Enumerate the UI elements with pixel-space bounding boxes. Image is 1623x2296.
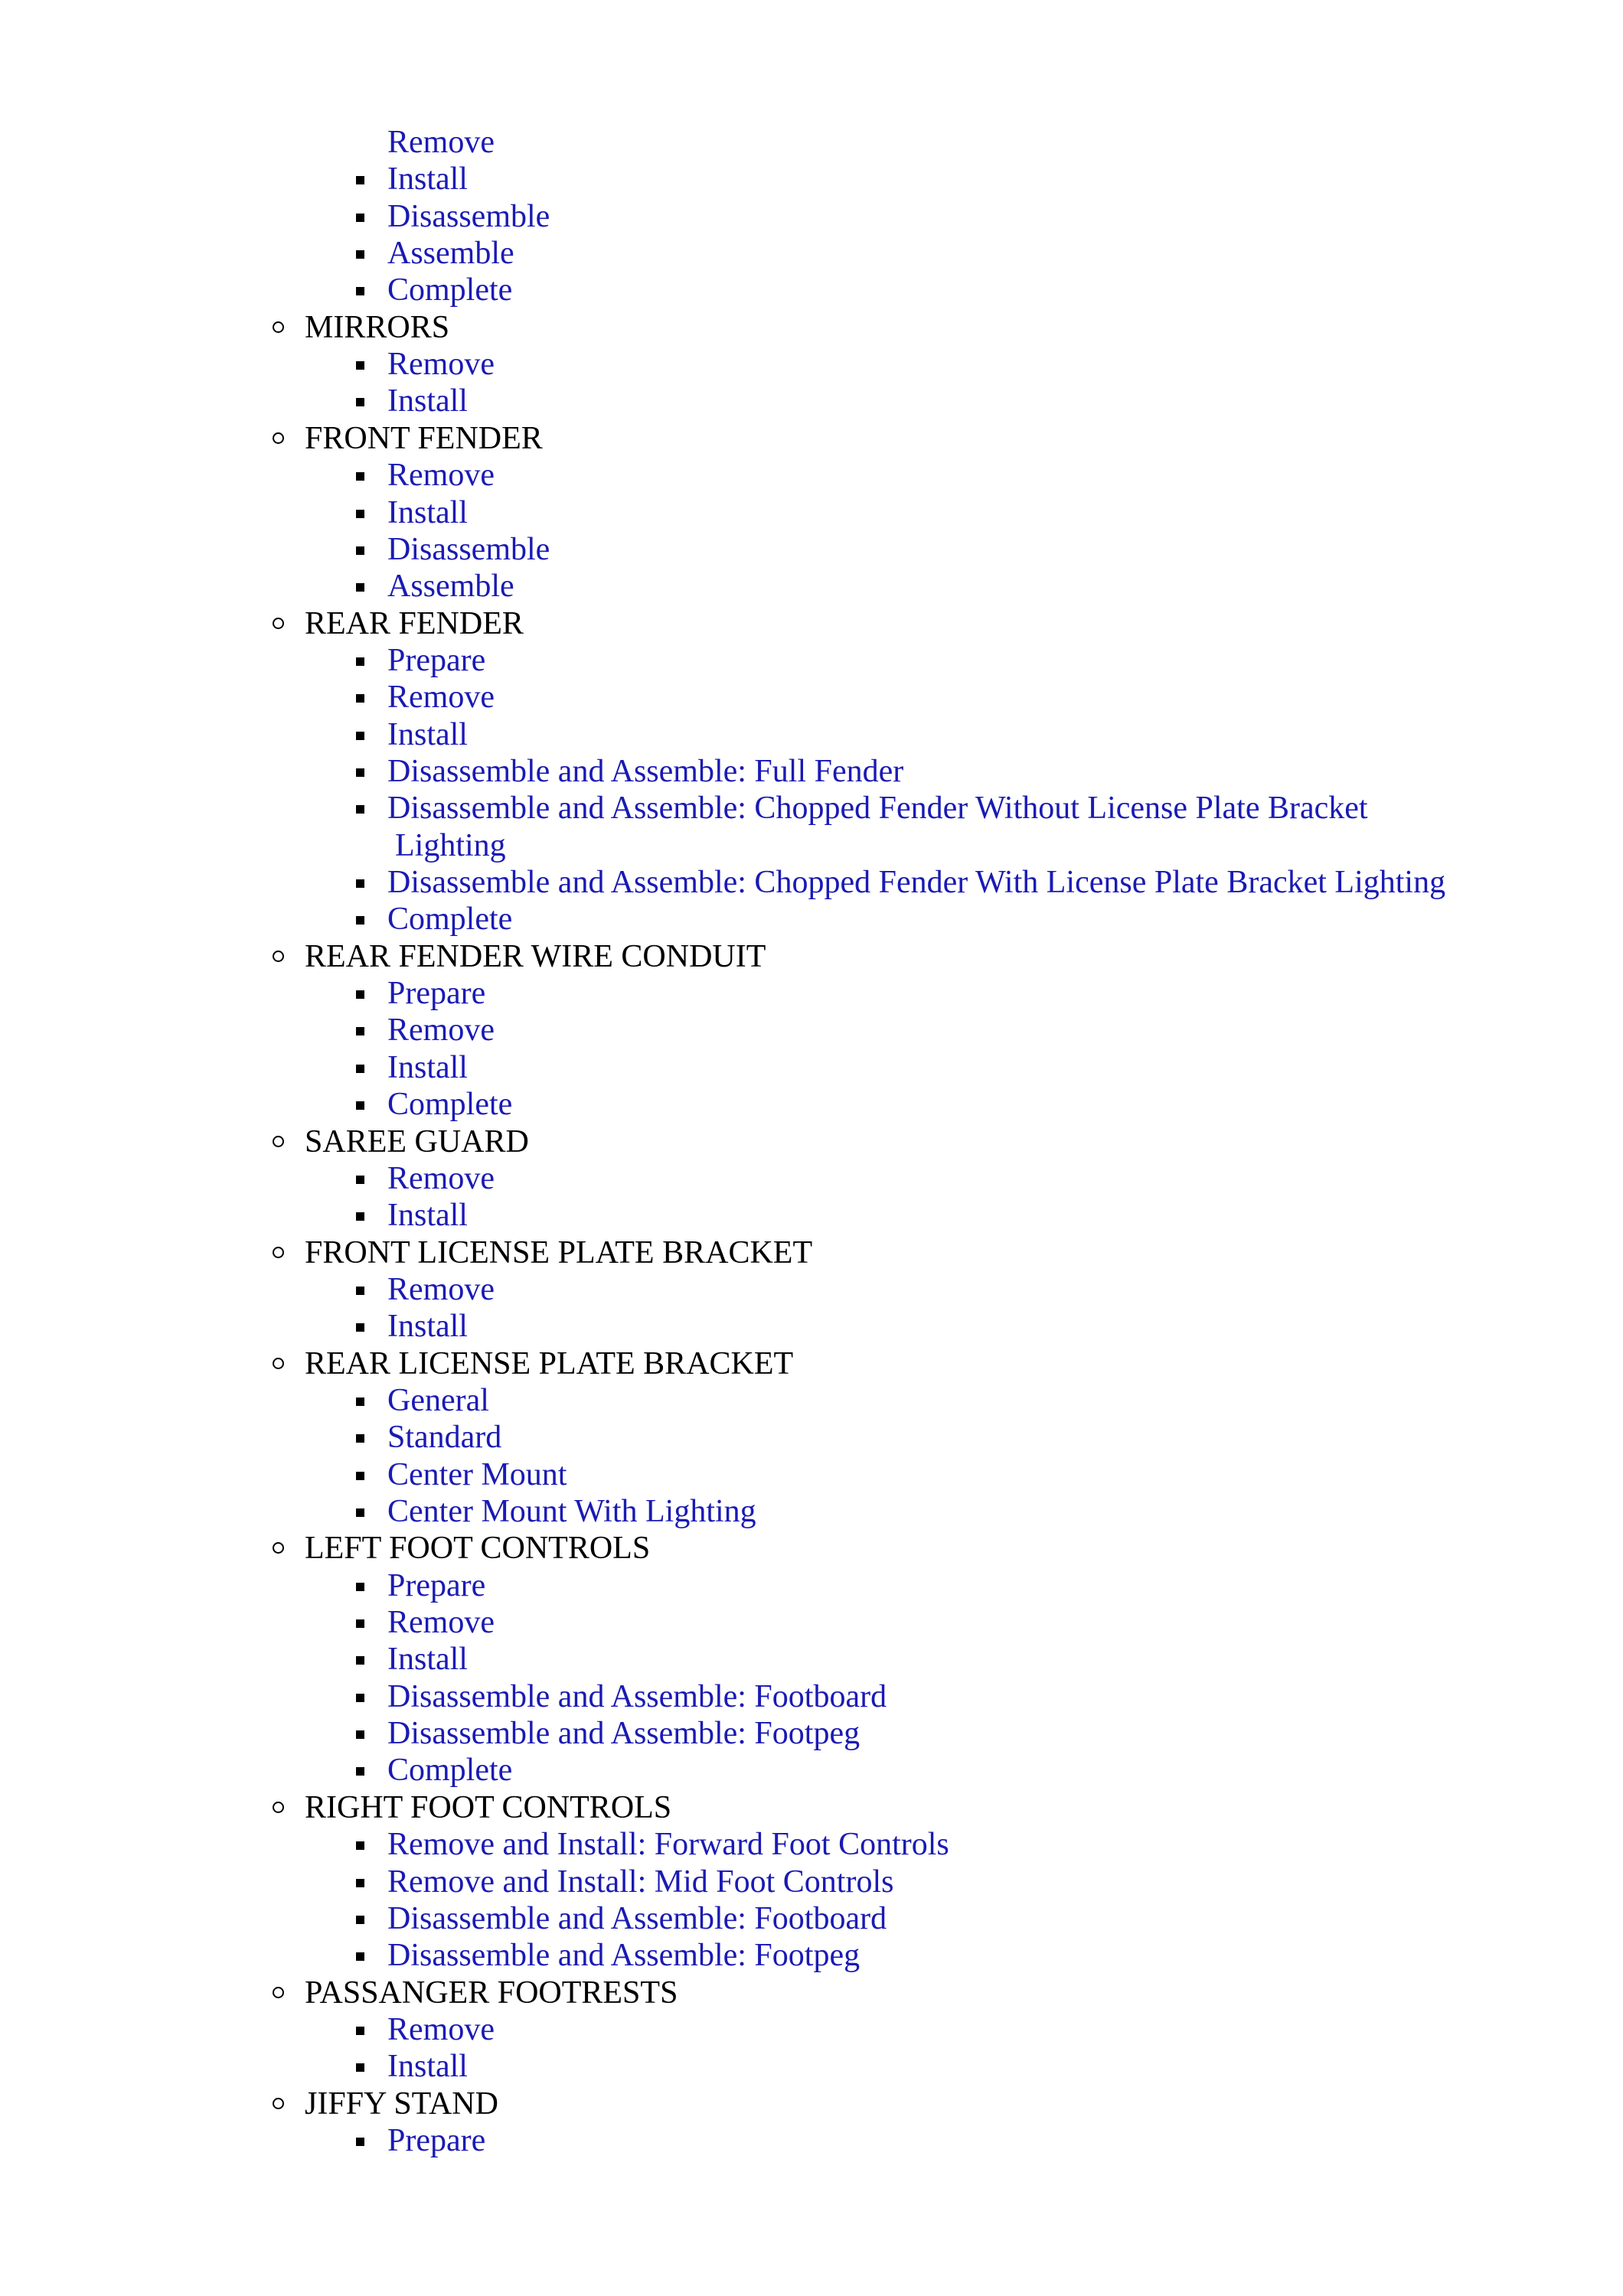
list-item[interactable] <box>387 1308 468 1345</box>
procedure-link[interactable]: Complete <box>387 272 513 308</box>
square-bullet-icon <box>356 1323 364 1332</box>
circle-bullet-icon <box>273 1247 284 1258</box>
square-bullet-icon <box>356 2027 364 2035</box>
circle-bullet-icon <box>273 1358 284 1369</box>
procedure-link[interactable]: Remove <box>387 2011 495 2047</box>
list-item[interactable] <box>387 1937 860 1974</box>
list-item[interactable] <box>387 161 468 197</box>
procedure-link[interactable]: Remove <box>387 1160 495 1196</box>
list-item[interactable] <box>387 1678 887 1715</box>
section-heading <box>305 1124 529 1160</box>
section-heading <box>305 309 449 346</box>
section-heading <box>305 2086 498 2122</box>
list-item[interactable] <box>387 1900 887 1937</box>
section-heading <box>305 1530 650 1567</box>
section-heading-label: LEFT FOOT CONTROLS <box>305 1531 651 1567</box>
list-item[interactable] <box>387 457 495 494</box>
list-item[interactable] <box>387 1456 567 1493</box>
square-bullet-icon <box>356 1027 364 1035</box>
section-heading-label: FRONT FENDER <box>305 420 543 456</box>
procedure-link[interactable]: Remove <box>387 1605 495 1640</box>
list-item[interactable] <box>387 531 550 568</box>
square-bullet-icon <box>356 1176 364 1184</box>
procedure-link[interactable]: Remove <box>387 680 495 716</box>
list-item[interactable] <box>387 975 485 1012</box>
square-bullet-icon <box>356 657 364 666</box>
procedure-link[interactable]: Disassemble <box>387 198 550 234</box>
procedure-link[interactable]: Prepare <box>387 976 486 1011</box>
list-item[interactable] <box>387 716 468 753</box>
section-heading <box>305 1975 678 2011</box>
list-item[interactable] <box>387 1197 468 1234</box>
list-item-continuation[interactable] <box>395 827 506 864</box>
square-bullet-icon <box>356 1916 364 1924</box>
procedure-link[interactable]: Complete <box>387 1753 513 1789</box>
list-item[interactable] <box>387 1086 512 1123</box>
procedure-link[interactable]: Disassemble and Assemble: Footboard <box>387 1900 887 1936</box>
list-item[interactable] <box>387 1419 501 1456</box>
procedure-link[interactable]: Assemble <box>387 236 514 272</box>
square-bullet-icon <box>356 990 364 999</box>
list-item[interactable] <box>387 1567 485 1604</box>
section-heading <box>305 938 766 975</box>
procedure-link[interactable]: Standard <box>387 1420 502 1456</box>
list-item[interactable] <box>387 642 485 679</box>
list-item[interactable] <box>387 2048 468 2085</box>
section-heading-label: RIGHT FOOT CONTROLS <box>305 1789 672 1825</box>
square-bullet-icon <box>356 1212 364 1221</box>
circle-bullet-icon <box>273 1542 284 1554</box>
procedure-link[interactable]: Assemble <box>387 569 514 605</box>
procedure-link[interactable]: Install <box>387 1049 468 1085</box>
procedure-link[interactable]: Complete <box>387 902 513 938</box>
square-bullet-icon <box>356 1656 364 1665</box>
square-bullet-icon <box>356 1952 364 1961</box>
section-heading-label: PASSANGER FOOTRESTS <box>305 1975 678 2011</box>
square-bullet-icon <box>356 361 364 370</box>
procedure-link[interactable]: Install <box>387 716 468 752</box>
square-bullet-icon <box>356 1767 364 1776</box>
list-item[interactable] <box>387 124 495 161</box>
list-item[interactable] <box>387 1715 860 1752</box>
procedure-link[interactable]: Complete <box>387 1087 513 1123</box>
list-item[interactable] <box>387 1864 893 1900</box>
procedure-link[interactable]: Disassemble and Assemble: Chopped Fender Without License Plate Bracket <box>387 791 1368 827</box>
section-heading-label: SAREE GUARD <box>305 1124 529 1159</box>
square-bullet-icon <box>356 1472 364 1480</box>
square-bullet-icon <box>356 2063 364 2072</box>
section-heading <box>305 1234 812 1271</box>
list-item[interactable] <box>387 383 468 419</box>
square-bullet-icon <box>356 546 364 555</box>
section-heading-label: REAR FENDER WIRE CONDUIT <box>305 938 766 974</box>
procedure-link[interactable]: Disassemble and Assemble: Footpeg <box>387 1938 860 1974</box>
procedure-link[interactable]: Remove and Install: Mid Foot Controls <box>387 1864 894 1900</box>
circle-bullet-icon <box>273 432 284 444</box>
procedure-link[interactable]: Remove and Install: Forward Foot Controls <box>387 1827 949 1863</box>
square-bullet-icon <box>356 768 364 777</box>
section-heading <box>305 605 524 642</box>
square-bullet-icon <box>356 805 364 814</box>
square-bullet-icon <box>356 1583 364 1591</box>
list-item[interactable] <box>387 568 514 605</box>
list-item[interactable] <box>387 1049 468 1086</box>
section-heading-label: FRONT LICENSE PLATE BRACKET <box>305 1234 813 1270</box>
square-bullet-icon <box>356 1287 364 1295</box>
list-item[interactable] <box>387 1160 495 1197</box>
section-heading <box>305 1789 671 1826</box>
section-heading-label: REAR FENDER <box>305 605 524 641</box>
list-item[interactable] <box>387 864 1445 901</box>
square-bullet-icon <box>356 176 364 184</box>
square-bullet-icon <box>356 1879 364 1887</box>
square-bullet-icon <box>356 879 364 888</box>
square-bullet-icon <box>356 583 364 592</box>
procedure-link[interactable]: Prepare <box>387 1567 486 1603</box>
list-item[interactable] <box>387 1826 949 1863</box>
procedure-link[interactable]: Prepare <box>387 642 486 678</box>
list-item[interactable] <box>387 901 512 938</box>
circle-bullet-icon <box>273 1802 284 1813</box>
square-bullet-icon <box>356 1397 364 1406</box>
section-heading <box>305 1345 793 1382</box>
procedure-link[interactable]: Install <box>387 383 468 419</box>
circle-bullet-icon <box>273 2098 284 2109</box>
square-bullet-icon <box>356 1508 364 1517</box>
list-item[interactable] <box>387 2122 485 2159</box>
square-bullet-icon <box>356 1434 364 1443</box>
list-item[interactable] <box>387 2011 495 2048</box>
circle-bullet-icon <box>273 618 284 629</box>
procedure-link[interactable]: Remove <box>387 1271 495 1307</box>
list-item[interactable] <box>387 494 468 531</box>
list-item[interactable] <box>387 1493 756 1530</box>
procedure-link[interactable]: Install <box>387 161 468 197</box>
square-bullet-icon <box>356 2138 364 2146</box>
square-bullet-icon <box>356 1101 364 1110</box>
list-item[interactable] <box>387 235 514 272</box>
circle-bullet-icon <box>273 1136 284 1147</box>
list-item[interactable] <box>387 790 1368 827</box>
list-item[interactable] <box>387 1382 489 1419</box>
procedure-link[interactable]: Disassemble and Assemble: Footboard <box>387 1678 887 1714</box>
list-item[interactable] <box>387 1752 512 1789</box>
square-bullet-icon <box>356 1065 364 1073</box>
procedure-link[interactable]: Center Mount <box>387 1456 567 1492</box>
procedure-link[interactable]: Center Mount With Lighting <box>387 1494 756 1529</box>
square-bullet-icon <box>356 694 364 703</box>
procedure-link[interactable]: Remove <box>387 458 495 494</box>
procedure-link[interactable]: Install <box>387 1309 468 1345</box>
square-bullet-icon <box>356 732 364 740</box>
procedure-link[interactable]: General <box>387 1382 489 1418</box>
square-bullet-icon <box>356 1619 364 1628</box>
procedure-link[interactable]: Prepare <box>387 2122 486 2158</box>
procedure-link[interactable]: Install <box>387 1198 468 1234</box>
square-bullet-icon <box>356 916 364 925</box>
section-heading-label: JIFFY STAND <box>305 2086 498 2122</box>
procedure-link[interactable]: Remove <box>387 125 495 160</box>
list-item[interactable] <box>387 1604 495 1641</box>
section-heading-label: REAR LICENSE PLATE BRACKET <box>305 1345 794 1381</box>
circle-bullet-icon <box>273 1987 284 1998</box>
circle-bullet-icon <box>273 321 284 333</box>
list-item[interactable] <box>387 272 512 308</box>
procedure-link[interactable]: Disassemble and Assemble: Full Fender <box>387 754 904 789</box>
square-bullet-icon <box>356 472 364 481</box>
procedure-link[interactable]: Disassemble <box>387 531 550 567</box>
list-item[interactable] <box>387 1271 495 1308</box>
list-item[interactable] <box>387 198 550 235</box>
square-bullet-icon <box>356 1841 364 1850</box>
procedure-link[interactable]: Remove <box>387 1013 495 1049</box>
procedure-link[interactable]: Install <box>387 2049 468 2085</box>
square-bullet-icon <box>356 1694 364 1702</box>
list-item[interactable] <box>387 753 903 790</box>
circle-bullet-icon <box>273 951 284 962</box>
procedure-link-continuation[interactable]: Lighting <box>395 827 506 863</box>
square-bullet-icon <box>356 287 364 295</box>
procedure-link[interactable]: Disassemble and Assemble: Chopped Fender With License Plate Bracket Lighting <box>387 865 1446 900</box>
list-item[interactable] <box>387 1641 468 1678</box>
procedure-link[interactable]: Disassemble and Assemble: Footpeg <box>387 1716 860 1752</box>
square-bullet-icon <box>356 1730 364 1739</box>
list-item[interactable] <box>387 1012 495 1049</box>
list-item[interactable] <box>387 346 495 383</box>
section-heading <box>305 420 543 457</box>
list-item[interactable] <box>387 679 495 716</box>
section-heading-label: MIRRORS <box>305 309 450 345</box>
procedure-link[interactable]: Remove <box>387 347 495 383</box>
procedure-link[interactable]: Install <box>387 1642 468 1678</box>
square-bullet-icon <box>356 510 364 518</box>
procedure-link[interactable]: Install <box>387 494 468 530</box>
square-bullet-icon <box>356 214 364 222</box>
square-bullet-icon <box>356 398 364 406</box>
square-bullet-icon <box>356 250 364 259</box>
